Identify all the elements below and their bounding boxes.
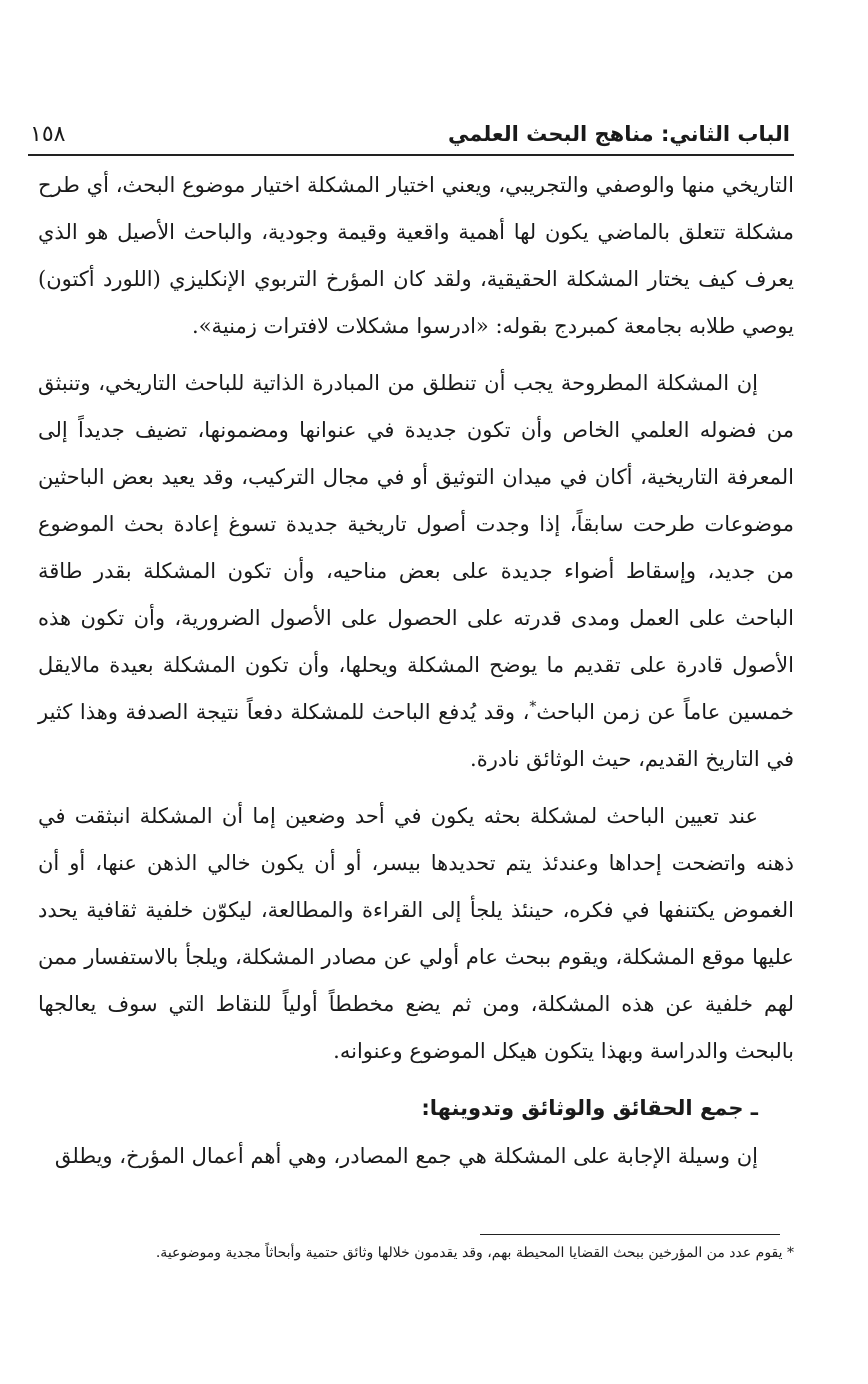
footnote-rule <box>480 1234 780 1235</box>
paragraph-2-text-a: إن المشكلة المطروحة يجب أن تنطلق من المبادرة الذاتية للباحث التاريخي، وتنبثق من فضوله العلمي الخاص وأن تكون جديدة في عنوانها ومضمونها، تضيف جديداً إلى المعرفة التاريخية، أكان في ميدان التوثيق أو في مجال التركيب، وقد يعيد بعض الباحثين موضوعات طرحت سابقاً، إذا وجدت أصول تاريخية جديدة تسوغ إعادة بحث الموضوع من جديد، وإسقاط أضواء جديدة على بعض مناحيه، وأن تكون المشكلة بقدر طاقة الباحث على العمل ومدى قدرته على الحصول على الأصول الضرورية، وأن تكون هذه الأصول قادرة على تقديم ما يوضح المشكلة ويحلها، وأن تكون المشكلة بعيدة مالايقل خمسين عاماً عن زمن الباحث <box>38 371 794 724</box>
header-rule <box>28 154 794 156</box>
running-title: الباب الثاني: مناهج البحث العلمي <box>448 122 790 146</box>
paragraph-3: عند تعيين الباحث لمشكلة بحثه يكون في أحد وضعين إما أن المشكلة انبثقت في ذهنه واتضحت إحداها وعندئذ يتم تحديدها بيسر، أو أن يكون خالي الذهن عنها، أو أن الغموض يكتنفها في فكره، حينئذ يلجأ إلى القراءة والمطالعة، ليكوّن خلفية ثقافية يحدد عليها موقع المشكلة، ويقوم ببحث عام أولي عن مصادر المشكلة، ويلجأ بالاستفسار ممن لهم خلفية عن هذه المشكلة، ومن ثم يضع مخططاً أولياً للنقاط التي سوف يعالجها بالبحث والدراسة وبهذا يتكون هيكل الموضوع وعنوانه. <box>38 804 794 1063</box>
page-header <box>30 112 790 156</box>
paragraph-4: إن وسيلة الإجابة على المشكلة هي جمع المصادر، وهي أهم أعمال المؤرخ، ويطلق <box>54 1144 758 1168</box>
paragraph-2-text-b: ، وقد يُدفع الباحث للمشكلة دفعاً نتيجة الصدفة وهذا كثير في التاريخ القديم، حيث الوثائق نادرة. <box>38 700 794 771</box>
footnote-marker: * <box>529 699 537 715</box>
paragraph-2 <box>38 360 794 783</box>
section-subheading: ـ جمع الحقائق والوثائق وتدوينها: <box>421 1096 758 1120</box>
main-text <box>38 162 794 1180</box>
paragraph-1: التاريخي منها والوصفي والتجريبي، ويعني اختيار المشكلة اختيار موضوع البحث، أي طرح مشكلة تتعلق بالماضي يكون لها أهمية واقعية وقيمة وجودية، والباحث الأصيل هو الذي يعرف كيف يختار المشكلة الحقيقية، ولقد كان المؤرخ التربوي الإنكليزي (اللورد أكتون) يوصي طلابه بجامعة كمبردج بقوله: «ادرسوا مشكلات لافترات زمنية». <box>38 173 794 338</box>
page-number: ١٥٨ <box>30 121 66 147</box>
footnote: * يقوم عدد من المؤرخين ببحث القضايا المحيطة بهم، وقد يقدمون خلالها وثائق حتمية وأبحاثاً مجدية وموضوعية. <box>155 1245 794 1261</box>
